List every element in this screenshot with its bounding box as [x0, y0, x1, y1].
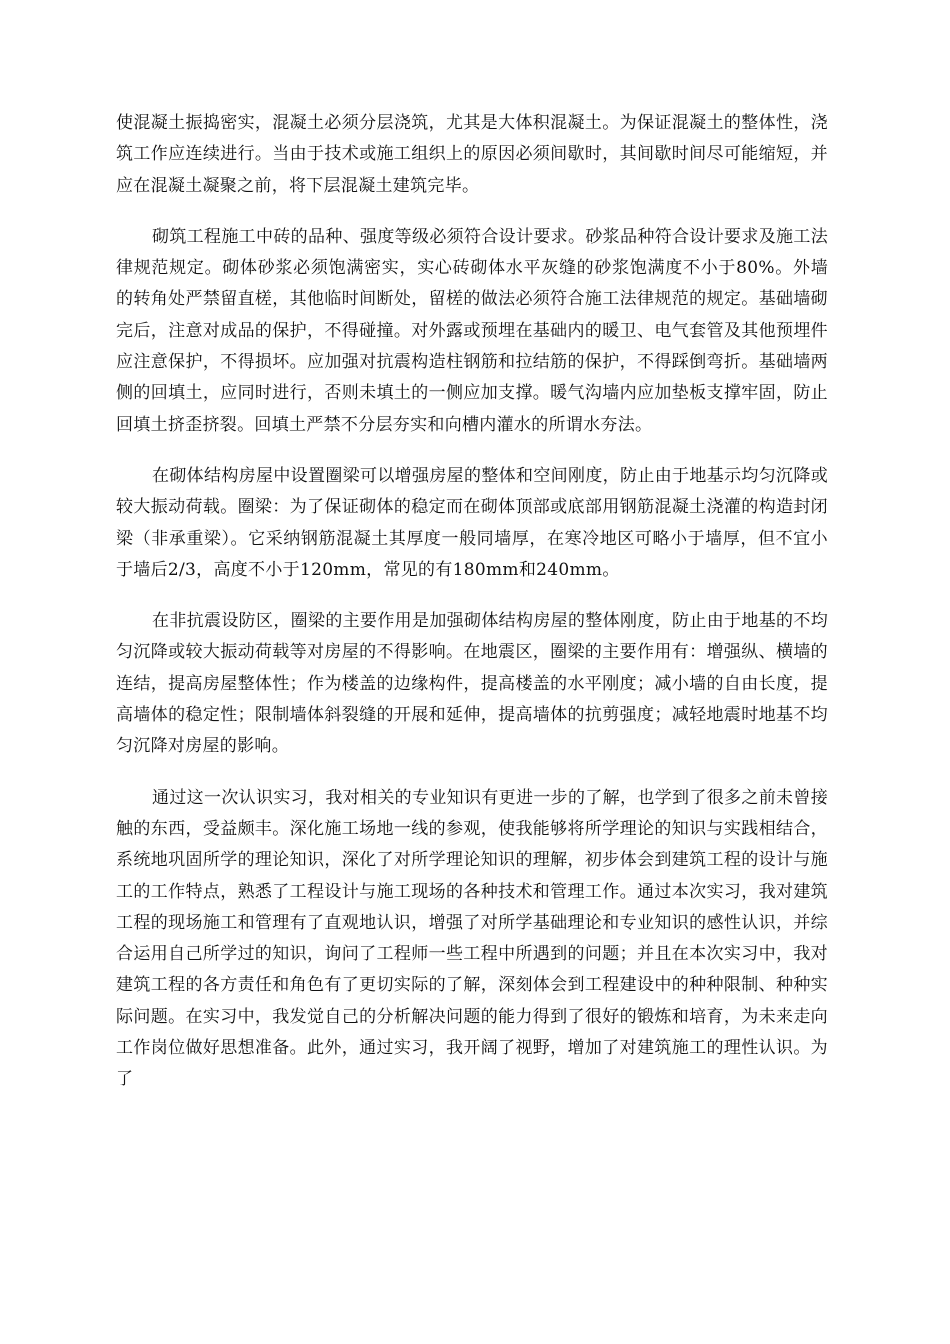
document-page: [116, 108, 828, 1116]
paragraph-3: 在砌体结构房屋中设置圈梁可以增强房屋的整体和空间刚度，防止由于地基示均匀沉降或较大振动荷载。圈梁：为了保证砌体的稳定而在砌体顶部或底部用钢筋混凝土浇灌的构造封闭梁（非承重梁）。它采纳钢筋混凝土其厚度一般同墙厚，在寒冷地区可略小于墙厚，但不宜小于墙后2/3，高度不小于120mm，常见的有180mm和240mm。: [116, 465, 828, 580]
paragraph-5: 通过这一次认识实习，我对相关的专业知识有更进一步的了解，也学到了很多之前未曾接触的东西，受益颇丰。深化施工场地一线的参观，使我能够将所学理论的知识与实践相结合，系统地巩固所学的理论知识，深化了对所学理论知识的理解，初步体会到建筑工程的设计与施工的工作特点，熟悉了工程设计与施工现场的各种技术和管理工作。通过本次实习，我对建筑工程的现场施工和管理有了直观地认识，增强了对所学基础理论和专业知识的感性认识，并综合运用自己所学过的知识，询问了工程师一些工程中所遇到的问题；并且在本次实习中，我对建筑工程的各方责任和角色有了更切实际的了解，深刻体会到工程建设中的种种限制、种种实际问题。在实习中，我发觉自己的分析解决问题的能力得到了很好的锻炼和培育，为未来走向工作岗位做好思想准备。此外，通过实习，我开阔了视野，增加了对建筑施工的理性认识。为了: [116, 787, 828, 1090]
paragraph-1: 使混凝土振捣密实，混凝土必须分层浇筑，尤其是大体积混凝土。为保证混凝土的整体性，浇筑工作应连续进行。当由于技术或施工组织上的原因必须间歇时，其间歇时间尽可能缩短，并应在混凝土凝聚之前，将下层混凝土建筑完毕。: [116, 113, 828, 196]
paragraph-2: 砌筑工程施工中砖的品种、强度等级必须符合设计要求。砂浆品种符合设计要求及施工法律规范规定。砌体砂浆必须饱满密实，实心砖砌体水平灰缝的砂浆饱满度不小于80%。外墙的转角处严禁留直槎，其他临时间断处，留槎的做法必须符合施工法律规范的规定。基础墙砌完后，注意对成品的保护，不得碰撞。对外露或预埋在基础内的暖卫、电气套管及其他预埋件应注意保护，不得损坏。应加强对抗震构造柱钢筋和拉结筋的保护，不得踩倒弯折。基础墙两侧的回填土，应同时进行，否则未填土的一侧应加支撑。暖气沟墙内应加垫板支撑牢固，防止回填土挤歪挤裂。回填土严禁不分层夯实和向槽内灌水的所谓水夯法。: [116, 226, 828, 435]
paragraph-4: 在非抗震设防区，圈梁的主要作用是加强砌体结构房屋的整体刚度，防止由于地基的不均匀沉降或较大振动荷载等对房屋的不得影响。在地震区，圈梁的主要作用有：增强纵、横墙的连结，提高房屋整体性；作为楼盖的边缘构件，提高楼盖的水平刚度；减小墙的自由长度，提高墙体的稳定性；限制墙体斜裂缝的开展和延伸，提高墙体的抗剪强度；减轻地震时地基不均匀沉降对房屋的影响。: [116, 611, 828, 757]
